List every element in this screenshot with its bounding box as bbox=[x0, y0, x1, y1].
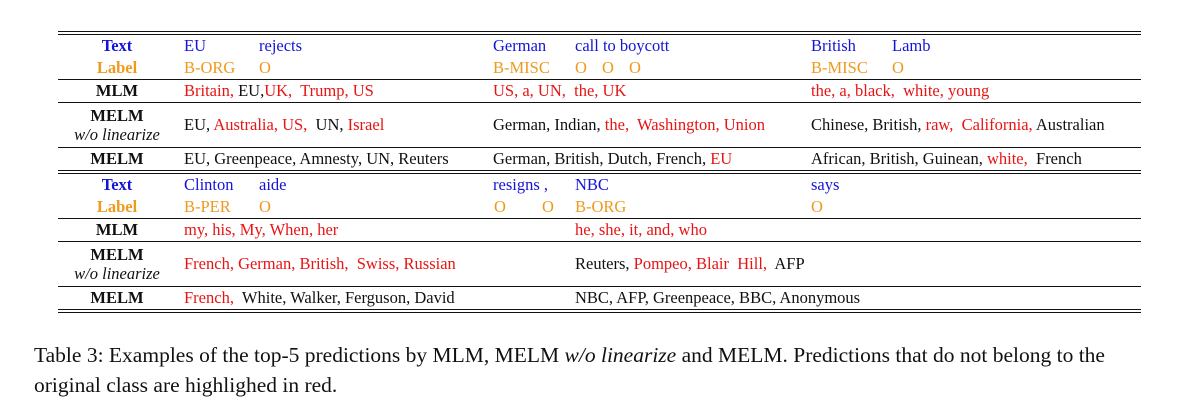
row-label-melm: MELM bbox=[90, 106, 144, 125]
text-row-1 bbox=[58, 35, 1141, 57]
text-row-2 bbox=[58, 174, 1141, 196]
prediction: African, British, Guinean, bbox=[811, 149, 983, 168]
prediction: EU, Greenpeace, Amnesty, UN, Reuters bbox=[184, 149, 449, 168]
melm-wo-predictions-col1 bbox=[184, 114, 384, 136]
melm-row-1 bbox=[58, 148, 1141, 170]
prediction-highlighted: US, bbox=[277, 115, 308, 134]
prediction-highlighted: raw, bbox=[921, 115, 954, 134]
melm-wo-predictions-col2 bbox=[575, 253, 805, 275]
melm-predictions-col1 bbox=[184, 287, 455, 309]
row-label-melm-wo bbox=[58, 245, 176, 283]
prediction: EU, bbox=[184, 115, 211, 134]
tag-b-misc: B-MISC bbox=[493, 58, 550, 77]
melm-wo-row-2 bbox=[58, 242, 1141, 286]
tag-o: O bbox=[811, 197, 823, 216]
mlm-predictions-col1 bbox=[184, 219, 338, 241]
tag-o: O bbox=[892, 58, 904, 77]
prediction: German, Indian, bbox=[493, 115, 601, 134]
melm-wo-row-1 bbox=[58, 103, 1141, 147]
prediction: French bbox=[1027, 149, 1082, 168]
prediction-highlighted: my, his, My, When, her bbox=[184, 220, 339, 239]
tag-o: O bbox=[542, 197, 554, 216]
prediction: UN, bbox=[307, 115, 344, 134]
mlm-predictions-col3 bbox=[811, 80, 989, 102]
melm-predictions-col2 bbox=[493, 148, 732, 170]
prediction-highlighted: the, UK bbox=[565, 81, 627, 100]
prediction-highlighted: the, a, black, bbox=[811, 81, 895, 100]
row-label-label: Label bbox=[96, 58, 138, 77]
tag-o: O bbox=[629, 58, 641, 77]
token-resigns: resigns , bbox=[493, 175, 548, 194]
row-label-wo-linearize: w/o linearize bbox=[74, 264, 160, 283]
prediction: Australian bbox=[1032, 115, 1105, 134]
prediction-highlighted: Pompeo, Blair Hill, bbox=[629, 254, 768, 273]
prediction-highlighted: he, she, it, and, who bbox=[575, 220, 707, 239]
mlm-predictions-col1 bbox=[184, 80, 374, 102]
prediction: EU, bbox=[233, 81, 265, 100]
row-label-text: Text bbox=[101, 36, 133, 55]
prediction: German, British, Dutch, French, bbox=[493, 149, 707, 168]
prediction-highlighted: French, bbox=[184, 288, 234, 307]
token-eu: EU bbox=[184, 36, 206, 55]
mlm-row-1 bbox=[58, 80, 1141, 102]
token-clinton: Clinton bbox=[184, 175, 234, 194]
row-label-mlm: MLM bbox=[95, 81, 139, 100]
row-label-label: Label bbox=[96, 197, 138, 216]
tag-o: O bbox=[259, 197, 271, 216]
table-caption bbox=[34, 340, 1154, 400]
melm-wo-predictions-col3 bbox=[811, 114, 1105, 136]
prediction-highlighted: US bbox=[348, 81, 374, 100]
bottom-rule bbox=[58, 309, 1141, 313]
caption-prefix: Table 3: Examples of the top-5 predictions by MLM, MELM bbox=[34, 343, 565, 367]
prediction-highlighted: white, bbox=[982, 149, 1028, 168]
caption-suffix: and MELM. Predictions that do not belong to the original class are highlighed in red. bbox=[34, 343, 1105, 397]
prediction: Reuters, bbox=[575, 254, 630, 273]
token-call-to-boycott: call to boycott bbox=[575, 36, 670, 55]
row-label-melm: MELM bbox=[90, 288, 144, 307]
prediction: Chinese, British, bbox=[811, 115, 922, 134]
row-label-melm: MELM bbox=[90, 245, 144, 264]
melm-predictions-col3 bbox=[811, 148, 1082, 170]
tag-b-per: B-PER bbox=[184, 197, 231, 216]
prediction-highlighted: the, bbox=[600, 115, 630, 134]
tag-o: O bbox=[575, 58, 587, 77]
row-label-wo-linearize: w/o linearize bbox=[74, 125, 160, 144]
label-row-1 bbox=[58, 57, 1141, 79]
prediction-highlighted: Washington, Union bbox=[629, 115, 765, 134]
tag-b-misc: B-MISC bbox=[811, 58, 868, 77]
melm-predictions-col2 bbox=[575, 287, 860, 309]
results-table bbox=[58, 31, 1141, 313]
tag-o: O bbox=[259, 58, 271, 77]
label-row-2 bbox=[58, 196, 1141, 218]
token-british: British bbox=[811, 36, 856, 55]
prediction-highlighted: US, a, UN, bbox=[493, 81, 566, 100]
tag-o: O bbox=[602, 58, 614, 77]
melm-wo-predictions-col2 bbox=[493, 114, 765, 136]
caption-italic: w/o linearize bbox=[564, 343, 677, 367]
row-label-melm: MELM bbox=[90, 149, 144, 168]
mlm-predictions-col2 bbox=[493, 80, 626, 102]
prediction: White, Walker, Ferguson, David bbox=[233, 288, 455, 307]
tag-b-org: B-ORG bbox=[184, 58, 236, 77]
prediction-highlighted: UK, bbox=[264, 81, 293, 100]
prediction-highlighted: Trump, bbox=[292, 81, 349, 100]
token-lamb: Lamb bbox=[892, 36, 931, 55]
prediction-highlighted: white, young bbox=[894, 81, 990, 100]
row-label-text: Text bbox=[101, 175, 133, 194]
prediction: NBC, AFP, Greenpeace, BBC, Anonymous bbox=[575, 288, 861, 307]
prediction: AFP bbox=[767, 254, 805, 273]
token-aide: aide bbox=[259, 175, 287, 194]
prediction-highlighted: California, bbox=[953, 115, 1033, 134]
prediction-highlighted: Britain, bbox=[184, 81, 234, 100]
melm-predictions-col1 bbox=[184, 148, 449, 170]
tag-o: O bbox=[494, 197, 506, 216]
prediction-highlighted: Israel bbox=[343, 115, 385, 134]
token-nbc: NBC bbox=[575, 175, 609, 194]
melm-wo-predictions-col1 bbox=[184, 253, 456, 275]
mlm-predictions-col2 bbox=[575, 219, 707, 241]
prediction-highlighted: EU bbox=[706, 149, 733, 168]
row-label-melm-wo bbox=[58, 106, 176, 144]
token-rejects: rejects bbox=[259, 36, 303, 55]
tag-b-org: B-ORG bbox=[575, 197, 627, 216]
mlm-row-2 bbox=[58, 219, 1141, 241]
token-says: says bbox=[811, 175, 840, 194]
token-german: German bbox=[493, 36, 547, 55]
row-label-mlm: MLM bbox=[95, 220, 139, 239]
prediction-highlighted: French, German, British, Swiss, Russian bbox=[184, 254, 456, 273]
prediction-highlighted: Australia, bbox=[210, 115, 278, 134]
melm-row-2 bbox=[58, 287, 1141, 309]
